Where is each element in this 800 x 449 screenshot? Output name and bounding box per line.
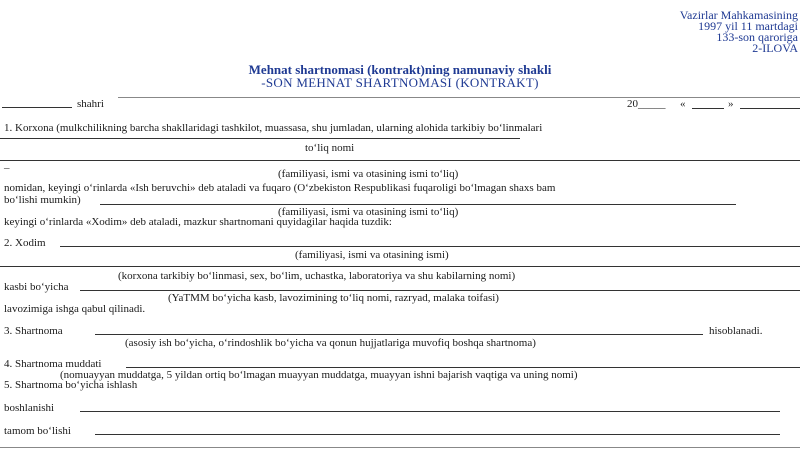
city-blank[interactable]: [2, 107, 72, 108]
start-date-blank[interactable]: [80, 411, 780, 412]
contract-type-blank[interactable]: [95, 334, 703, 335]
annex-label: 2-ILOVA: [752, 41, 798, 55]
section3-label: 3. Shartnoma: [4, 325, 63, 337]
start-label: boshlanishi: [4, 402, 55, 414]
month-blank[interactable]: [740, 108, 800, 109]
bottom-rule: [0, 447, 800, 448]
header-rule: [118, 97, 800, 98]
profession-label: kasbi bo‘yicha: [4, 281, 69, 293]
unit-blank[interactable]: [0, 266, 800, 267]
year-field[interactable]: 20_____: [627, 98, 666, 110]
organization-blank[interactable]: [0, 138, 520, 139]
city-label: shahri: [77, 98, 104, 110]
document-title: Mehnat shartnomasi (kontrakt)ning namunaviy shakli: [248, 62, 552, 77]
end-date-blank[interactable]: [95, 434, 780, 435]
end-label: tamom bo‘lishi: [4, 425, 71, 437]
quote-open: «: [680, 98, 686, 110]
document-subtitle: -SON MEHNAT SHARTNOMASI (KONTRAKT): [261, 75, 539, 90]
fio-caption-1: (familiyasi, ismi va otasining ismi to‘liq): [278, 168, 459, 180]
dash-mark: –: [4, 162, 10, 174]
day-blank[interactable]: [692, 108, 724, 109]
if-any-text: bo‘lishi mumkin): [4, 194, 81, 206]
term-caption: (nomuayyan muddatga, 5 yildan ortiq bo‘lmagan muayyan muddatga, muayyan ishni bajarish vaqtiga va uning nomi): [60, 369, 578, 381]
unit-caption: (korxona tarkibiy bo‘linmasi, sex, bo‘lim, uchastka, laboratoriya va shu kabilarning nomi): [118, 270, 516, 282]
employee-text: keyingi o‘rinlarda «Xodim» deb ataladi, mazkur shartnomani quyidagilar haqida tuzdik:: [4, 216, 392, 228]
employer-text: nomidan, keyingi o‘rinlarda «Ish beruvchi» deb ataladi va fuqaro (O‘zbekiston Respublikasi fuqaroligi bo‘lmagan shaxs bam: [4, 182, 556, 194]
profession-blank[interactable]: [80, 290, 800, 291]
section2-label: 2. Xodim: [4, 237, 46, 249]
employee-name-blank[interactable]: [100, 204, 736, 205]
employee-fio-blank[interactable]: [60, 246, 800, 247]
section1-text: 1. Korxona (mulkchilikning barcha shakllaridagi tashkilot, muassasa, shu jumladan, ularning alohida tarkibiy bo‘linmalari: [4, 122, 543, 134]
decree-header-line2: 1997 yil 11 martdagi: [698, 19, 798, 33]
contract-suffix: hisoblanadi.: [709, 325, 763, 337]
full-name-caption: to‘liq nomi: [305, 142, 355, 154]
contract-type-caption: (asosiy ish bo‘yicha, o‘rindoshlik bo‘yicha va qonun hujjatlariga muvofiq boshqa shartnoma): [125, 337, 536, 349]
section5-label: 5. Shartnoma bo‘yicha ishlash: [4, 379, 138, 391]
section4-label: 4. Shartnoma muddati: [4, 358, 102, 370]
organization-name-blank[interactable]: [0, 160, 800, 161]
profession-caption: (YaTMM bo‘yicha kasb, lavozimining to‘liq nomi, razryad, malaka toifasi): [168, 292, 499, 304]
quote-close: »: [728, 98, 734, 110]
decree-header-line3: 133-son qaroriga: [716, 30, 798, 44]
decree-header-line1: Vazirlar Mahkamasining: [679, 8, 798, 22]
hired-text: lavozimiga ishga qabul qilinadi.: [4, 303, 146, 315]
fio-caption-2: (familiyasi, ismi va otasining ismi to‘liq): [278, 206, 459, 218]
employee-fio-caption: (familiyasi, ismi va otasining ismi): [295, 249, 449, 261]
term-blank[interactable]: [126, 367, 800, 368]
